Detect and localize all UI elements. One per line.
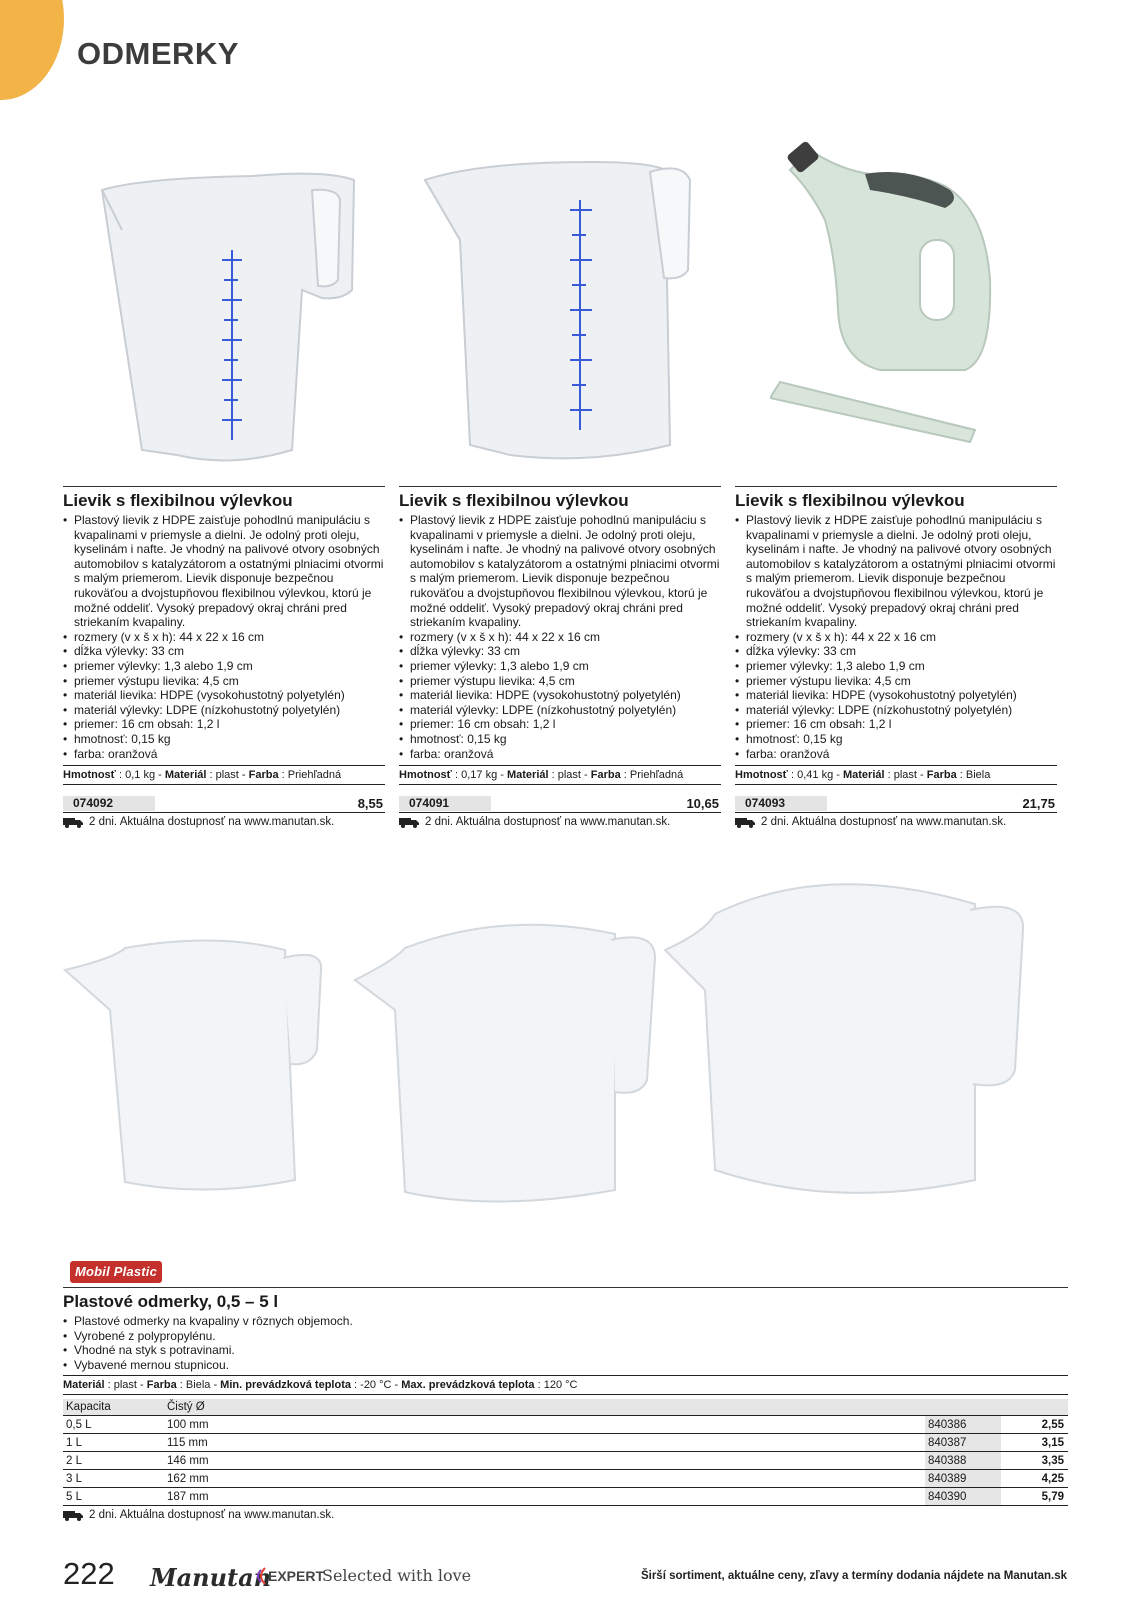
diameter-cell: 100 mm (164, 1416, 925, 1434)
price: 3,15 (1001, 1434, 1068, 1452)
table-row (63, 1434, 1068, 1452)
description-item: • rozmery (v x š x h): 44 x 22 x 16 cm (399, 630, 721, 645)
product-description-list (399, 513, 721, 761)
footer-site-link[interactable]: Manutan.sk (1003, 1570, 1067, 1582)
delivery-text: 2 dni. Aktuálna dostupnosť na www.manutan.sk. (89, 1509, 335, 1522)
description-item: • materiál výlevky: LDPE (nízkohustotný polyetylén) (399, 703, 721, 718)
description-item: • materiál lievika: HDPE (vysokohustotný polyetylén) (63, 688, 385, 703)
table-row (63, 1488, 1068, 1506)
capacity-cell: 3 L (63, 1470, 164, 1488)
price: 5,79 (1001, 1488, 1068, 1506)
diameter-cell: 115 mm (164, 1434, 925, 1452)
product-card (735, 486, 1057, 828)
description-item: • hmotnosť: 0,15 kg (399, 732, 721, 747)
description-item: • dĺžka výlevky: 33 cm (63, 644, 385, 659)
oil-can-funnel-image (770, 130, 1050, 450)
spec-line: Hmotnosť : 0,41 kg - Materiál : plast - Farba : Biela (735, 765, 1057, 785)
description-item: • priemer: 16 cm obsah: 1,2 l (399, 717, 721, 732)
description-item: • Plastový lievik z HDPE zaisťuje pohodlnú manipuláciu s kvapalinami v priemysle a dielni. Je odolný proti oleju, kyselinám i nafte. Je vhodný na palivové otvory osobných automobilov s katalyzátorom a ostatnými plniacimi otvormi s malým priemerom. Lievik disponuje bezpečnou rukoväťou a dvojstupňovou flexibilnou výlevkou, ktorú je možné oddeliť. Vysoký prepadový okraj chráni pred striekaním kvapaliny. (63, 513, 385, 630)
description-item: • hmotnosť: 0,15 kg (735, 732, 1057, 747)
description-item: • farba: oranžová (63, 747, 385, 762)
measuring-jug-small-image (82, 150, 372, 470)
sku-code: 074092 (63, 796, 155, 811)
table-row (63, 1452, 1068, 1470)
description-item: • materiál lievika: HDPE (vysokohustotný polyetylén) (735, 688, 1057, 703)
table-row (63, 1416, 1068, 1434)
description-item: • materiál lievika: HDPE (vysokohustotný polyetylén) (399, 688, 721, 703)
column-header: Čistý Ø (164, 1399, 925, 1416)
expert-wave-icon (253, 1566, 267, 1586)
footer-note (641, 1570, 1067, 1582)
delivery-truck-icon (63, 817, 83, 828)
description-item: • priemer výstupu lievika: 4,5 cm (399, 674, 721, 689)
table-row (63, 1470, 1068, 1488)
description-item: • dĺžka výlevky: 33 cm (735, 644, 1057, 659)
price: 10,65 (686, 796, 719, 812)
product-card (63, 486, 385, 828)
measuring-jug-large-image (420, 140, 710, 470)
product-description-list (63, 513, 385, 761)
sku-code: 840390 (925, 1488, 1001, 1506)
tagline: Selected with love (322, 1566, 472, 1585)
delivery-text: 2 dni. Aktuálna dostupnosť na www.manutan.sk. (425, 816, 671, 829)
description-item: • farba: oranžová (399, 747, 721, 762)
price: 3,35 (1001, 1452, 1068, 1470)
price: 21,75 (1022, 796, 1055, 812)
sku-row (63, 796, 385, 813)
sku-code: 074093 (735, 796, 827, 811)
sku-code: 840389 (925, 1470, 1001, 1488)
plastic-jugs-image (55, 870, 1065, 1230)
sku-code: 840386 (925, 1416, 1001, 1434)
spec-line: Materiál : plast - Farba : Biela - Min. prevádzková teplota : -20 °C - Max. prevádzková teplota : 120 °C (63, 1375, 1068, 1395)
description-item: • Vybavené mernou stupnicou. (63, 1358, 1068, 1373)
diameter-cell: 146 mm (164, 1452, 925, 1470)
description-item: • priemer: 16 cm obsah: 1,2 l (735, 717, 1057, 732)
description-item: • Plastový lievik z HDPE zaisťuje pohodlnú manipuláciu s kvapalinami v priemysle a dielni. Je odolný proti oleju, kyselinám i nafte. Je vhodný na palivové otvory osobných automobilov s katalyzátorom a ostatnými plniacimi otvormi s malým priemerom. Lievik disponuje bezpečnou rukoväťou a dvojstupňovou flexibilnou výlevkou, ktorú je možné oddeliť. Vysoký prepadový okraj chráni pred striekaním kvapaliny. (735, 513, 1057, 630)
product-card (399, 486, 721, 828)
capacity-cell: 1 L (63, 1434, 164, 1452)
description-item: • farba: oranžová (735, 747, 1057, 762)
sku-code: 840388 (925, 1452, 1001, 1470)
description-item: • priemer výlevky: 1,3 alebo 1,9 cm (735, 659, 1057, 674)
description-item: • Plastový lievik z HDPE zaisťuje pohodlnú manipuláciu s kvapalinami v priemysle a dielni. Je odolný proti oleju, kyselinám i nafte. Je vhodný na palivové otvory osobných automobilov s katalyzátorom a ostatnými plniacimi otvormi s malým priemerom. Lievik disponuje bezpečnou rukoväťou a dvojstupňovou flexibilnou výlevkou, ktorú je možné oddeliť. Vysoký prepadový okraj chráni pred striekaním kvapaliny. (399, 513, 721, 630)
delivery-truck-icon (399, 817, 419, 828)
description-item: • rozmery (v x š x h): 44 x 22 x 16 cm (735, 630, 1057, 645)
sku-row (399, 796, 721, 813)
description-item: • materiál výlevky: LDPE (nízkohustotný polyetylén) (63, 703, 385, 718)
page-number: 222 (63, 1556, 115, 1591)
description-item: • priemer výlevky: 1,3 alebo 1,9 cm (63, 659, 385, 674)
product-title: Lievik s flexibilnou výlevkou (63, 486, 385, 513)
delivery-truck-icon (735, 817, 755, 828)
manutan-logo: Manutan (150, 1563, 272, 1592)
product-title: Plastové odmerky, 0,5 – 5 l (63, 1287, 1068, 1314)
table-header-row (63, 1399, 1068, 1416)
delivery-info (735, 816, 1057, 828)
column-header: Kapacita (63, 1399, 164, 1416)
delivery-text: 2 dni. Aktuálna dostupnosť na www.manutan.sk. (89, 816, 335, 829)
description-item: • priemer výstupu lievika: 4,5 cm (63, 674, 385, 689)
product-title: Lievik s flexibilnou výlevkou (735, 486, 1057, 513)
product-description-list (63, 1314, 1068, 1372)
description-item: • dĺžka výlevky: 33 cm (399, 644, 721, 659)
delivery-text: 2 dni. Aktuálna dostupnosť na www.manutan.sk. (761, 816, 1007, 829)
delivery-info (63, 816, 385, 828)
price: 4,25 (1001, 1470, 1068, 1488)
capacity-table (63, 1399, 1068, 1506)
sku-row (735, 796, 1057, 813)
description-item: • priemer výstupu lievika: 4,5 cm (735, 674, 1057, 689)
price: 2,55 (1001, 1416, 1068, 1434)
product-description-list (735, 513, 1057, 761)
description-item: • Vyrobené z polypropylénu. (63, 1329, 1068, 1344)
sku-code: 074091 (399, 796, 491, 811)
description-item: • rozmery (v x š x h): 44 x 22 x 16 cm (63, 630, 385, 645)
description-item: • materiál výlevky: LDPE (nízkohustotný polyetylén) (735, 703, 1057, 718)
capacity-cell: 5 L (63, 1488, 164, 1506)
capacity-cell: 0,5 L (63, 1416, 164, 1434)
description-item: • Vhodné na styk s potravinami. (63, 1343, 1068, 1358)
product-title: Lievik s flexibilnou výlevkou (399, 486, 721, 513)
mobil-plastic-logo: Mobil Plastic (70, 1261, 162, 1283)
delivery-info (399, 816, 721, 828)
section-tab-marker (0, 0, 64, 100)
diameter-cell: 162 mm (164, 1470, 925, 1488)
description-item: • hmotnosť: 0,15 kg (63, 732, 385, 747)
page-title: ODMERKY (77, 36, 239, 71)
diameter-cell: 187 mm (164, 1488, 925, 1506)
delivery-info (63, 1509, 1068, 1521)
description-item: • Plastové odmerky na kvapaliny v rôznych objemoch. (63, 1314, 1068, 1329)
measuring-jugs-section (63, 1287, 1068, 1521)
delivery-truck-icon (63, 1510, 83, 1521)
description-item: • priemer: 16 cm obsah: 1,2 l (63, 717, 385, 732)
price: 8,55 (357, 796, 383, 812)
footer-note-text: Širší sortiment, aktuálne ceny, zľavy a termíny dodania nájdete na (640, 1570, 1004, 1582)
spec-line: Hmotnosť : 0,1 kg - Materiál : plast - Farba : Priehľadná (63, 765, 385, 785)
sku-code: 840387 (925, 1434, 1001, 1452)
spec-line: Hmotnosť : 0,17 kg - Materiál : plast - Farba : Priehľadná (399, 765, 721, 785)
description-item: • priemer výlevky: 1,3 alebo 1,9 cm (399, 659, 721, 674)
capacity-cell: 2 L (63, 1452, 164, 1470)
expert-label: EXPERT (268, 1568, 325, 1584)
